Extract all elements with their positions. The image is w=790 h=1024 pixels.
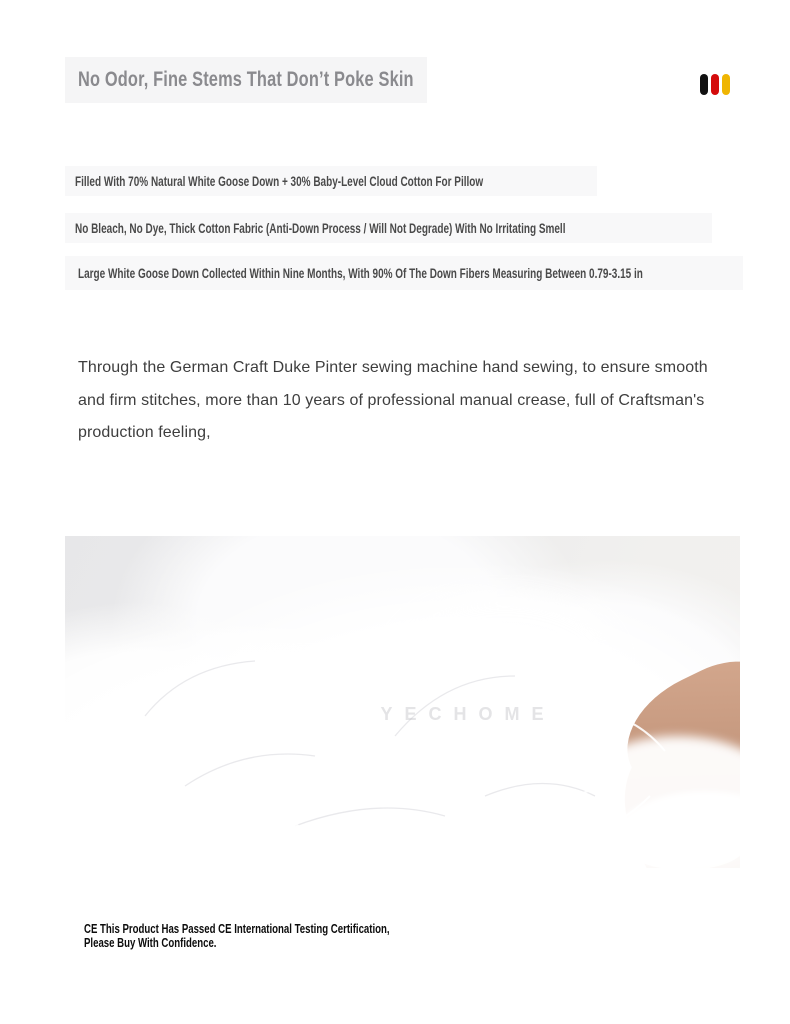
- feature-line-fabric: [65, 213, 712, 243]
- feature-line-down-size: [65, 256, 743, 290]
- feature-line-filling: [65, 166, 597, 196]
- ce-note-line: CE This Product Has Passed CE International Testing Certification,: [84, 920, 390, 936]
- feature-text: Filled With 70% Natural White Goose Down + 30% Baby-Level Cloud Cotton For Pillow: [75, 173, 484, 189]
- watermark-text: YECHOME: [380, 704, 556, 724]
- flag-bar-black-icon: [700, 74, 708, 95]
- feature-text: No Bleach, No Dye, Thick Cotton Fabric (Anti-Down Process / Will Not Degrade) With No Irritating Smell: [75, 220, 566, 236]
- paragraph-line: production feeling,: [78, 424, 211, 441]
- ce-certification-note: [75, 912, 467, 960]
- feather-strands-icon: [65, 536, 740, 868]
- ce-note-line: Please Buy With Confidence.: [84, 935, 217, 950]
- product-photo-goose-down: [65, 536, 740, 868]
- feature-text: Large White Goose Down Collected Within Nine Months, With 90% Of The Down Fibers Measuring Between 0.79-3.15 in: [78, 265, 643, 281]
- flag-bar-red-icon: [711, 74, 719, 95]
- page-title: No Odor, Fine Stems That Don’t Poke Skin: [78, 68, 414, 91]
- section-heading-patch: [65, 57, 427, 103]
- germany-flag-icon: [700, 74, 730, 95]
- paragraph-line: Through the German Craft Duke Pinter sewing machine hand sewing, to ensure smooth: [78, 359, 708, 376]
- craftsmanship-paragraph: [78, 352, 750, 450]
- paragraph-line: and firm stitches, more than 10 years of professional manual crease, full of Craftsman's: [78, 391, 705, 409]
- flag-bar-gold-icon: [722, 74, 730, 95]
